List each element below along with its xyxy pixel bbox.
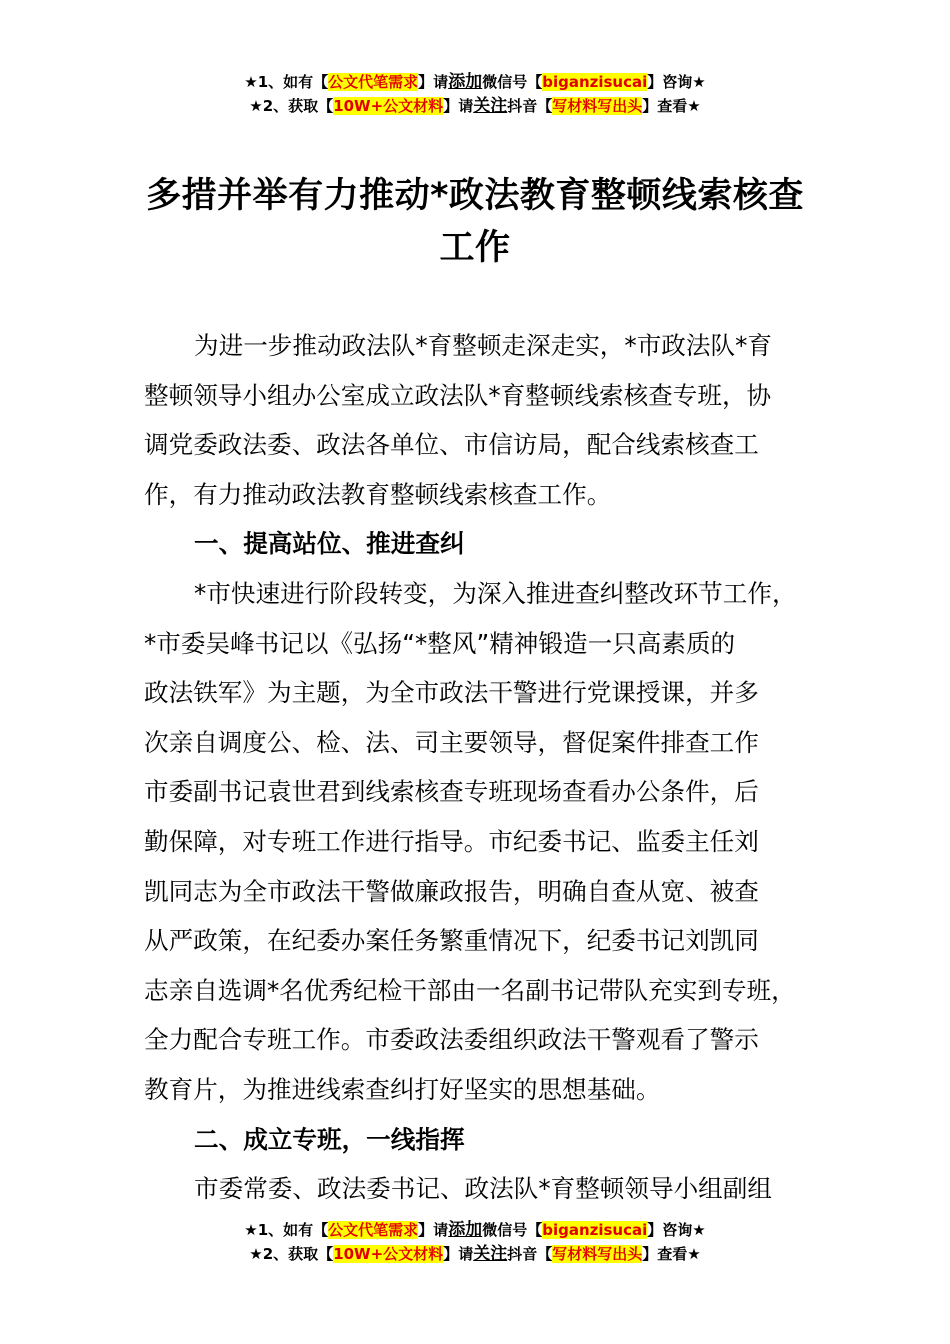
ad-highlight: 10W+公文材料 bbox=[333, 1245, 444, 1263]
body-line: 为进一步推动政法队*育整顿走深走实，*市政法队*育 bbox=[194, 331, 772, 360]
ad-text: ★2、获取【 bbox=[249, 97, 334, 115]
document-title bbox=[120, 170, 830, 274]
ad-underline: 关注 bbox=[473, 1244, 508, 1264]
ad-highlight: 写材料写出头 bbox=[552, 97, 643, 115]
document-body bbox=[144, 321, 834, 1214]
ad-highlight: biganzisucai bbox=[542, 1221, 648, 1239]
header-ad-line-2 bbox=[0, 96, 950, 116]
ad-text: ★1、如有【 bbox=[244, 73, 329, 91]
ad-underline: 添加 bbox=[448, 1220, 483, 1240]
body-line: 志亲自选调*名优秀纪检干部由一名副书记带队充实到专班， bbox=[144, 975, 796, 1005]
ad-text: 抖音【 bbox=[507, 1245, 553, 1263]
ad-highlight: 公文代笔需求 bbox=[328, 1221, 419, 1239]
ad-highlight: 公文代笔需求 bbox=[328, 73, 419, 91]
ad-text: 抖音【 bbox=[507, 97, 553, 115]
body-line: 凯同志为全市政法干警做廉政报告，明确自查从宽、被查 bbox=[144, 876, 759, 906]
ad-text: 】咨询★ bbox=[647, 73, 706, 91]
body-line: 整顿领导小组办公室成立政法队*育整顿线索核查专班，协 bbox=[144, 380, 772, 410]
body-line: 政法铁军》为主题，为全市政法干警进行党课授课，并多 bbox=[144, 678, 759, 708]
body-line: 全力配合专班工作。市委政法委组织政法干警观看了警示 bbox=[144, 1025, 759, 1055]
body-line: 市委常委、政法委书记、政法队*育整顿领导小组副组 bbox=[194, 1174, 772, 1204]
body-line: 市委副书记袁世君到线索核查专班现场查看办公条件，后 bbox=[144, 777, 759, 807]
section-heading: 二、成立专班，一线指挥 bbox=[194, 1124, 465, 1154]
body-line: 教育片，为推进线索查纠打好坚实的思想基础。 bbox=[144, 1074, 661, 1104]
body-line: *市委吴峰书记以《弘扬“*整风”精神锻造一只高素质的 bbox=[144, 628, 736, 658]
header-ad-line-1 bbox=[0, 72, 950, 92]
ad-text: 】请 bbox=[443, 97, 474, 115]
body-line: 次亲自调度公、检、法、司主要领导，督促案件排查工作 bbox=[144, 727, 759, 757]
footer-ad-line-1 bbox=[0, 1220, 950, 1240]
ad-text: ★2、获取【 bbox=[249, 1245, 334, 1263]
ad-text: 】咨询★ bbox=[647, 1221, 706, 1239]
body-line: 作，有力推动政法教育整顿线索核查工作。 bbox=[144, 479, 612, 509]
ad-text: 】请 bbox=[443, 1245, 474, 1263]
title-line: 多措并举有力推动*政法教育整顿线索核查 bbox=[146, 176, 804, 216]
section-heading: 一、提高站位、推进查纠 bbox=[194, 529, 465, 559]
ad-text: 微信号【 bbox=[482, 73, 543, 91]
ad-underline: 关注 bbox=[473, 96, 508, 116]
ad-highlight: 10W+公文材料 bbox=[333, 97, 444, 115]
body-line: 勤保障，对专班工作进行指导。市纪委书记、监委主任刘 bbox=[144, 826, 759, 856]
ad-underline: 添加 bbox=[448, 72, 483, 92]
ad-highlight: 写材料写出头 bbox=[552, 1245, 643, 1263]
ad-highlight: biganzisucai bbox=[542, 73, 648, 91]
body-line: *市快速进行阶段转变，为深入推进查纠整改环节工作， bbox=[194, 578, 797, 608]
title-line: 工作 bbox=[439, 228, 511, 268]
ad-text: 】查看★ bbox=[642, 97, 701, 115]
ad-text: 】查看★ bbox=[642, 1245, 701, 1263]
ad-text: 】请 bbox=[418, 1221, 449, 1239]
ad-text: ★1、如有【 bbox=[244, 1221, 329, 1239]
footer-ad-line-2 bbox=[0, 1244, 950, 1264]
body-line: 调党委政法委、政法各单位、市信访局，配合线索核查工 bbox=[144, 430, 759, 460]
body-line: 从严政策，在纪委办案任务繁重情况下，纪委书记刘凯同 bbox=[144, 926, 759, 956]
ad-text: 】请 bbox=[418, 73, 449, 91]
ad-text: 微信号【 bbox=[482, 1221, 543, 1239]
